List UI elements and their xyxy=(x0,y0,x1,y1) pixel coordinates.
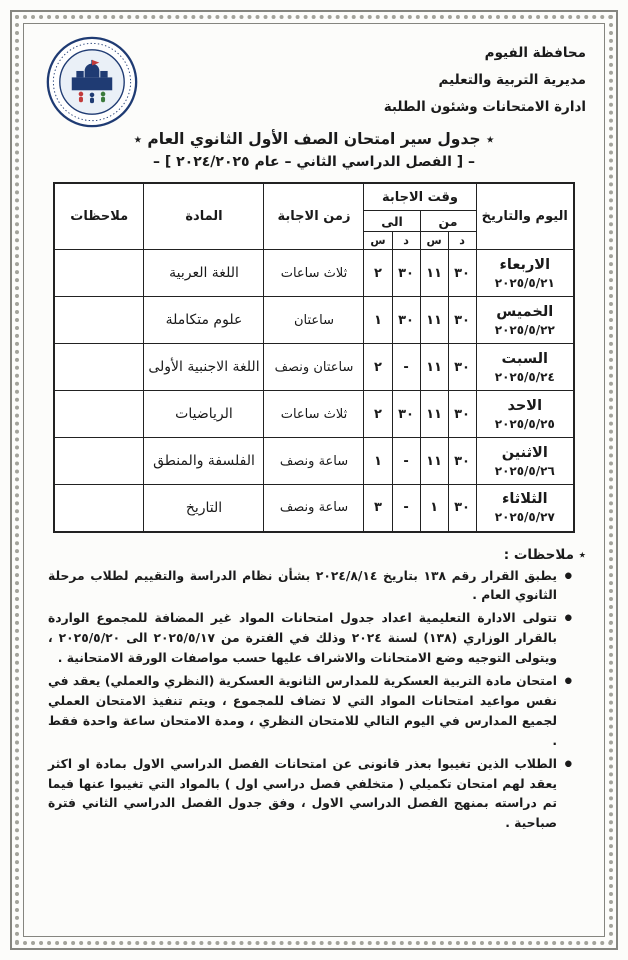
exam-row xyxy=(54,391,574,438)
day-date: ٢٠٢٥/٥/٢١ xyxy=(494,275,555,290)
row-notes-cell xyxy=(54,250,144,297)
subject-cell: اللغة العربية xyxy=(144,250,264,297)
to-hour-cell: ١ xyxy=(364,297,392,344)
column-header-from-hour: س xyxy=(420,232,448,250)
from-minute-cell: ٣٠ xyxy=(448,297,476,344)
day-date: ٢٠٢٥/٥/٢٧ xyxy=(494,510,555,525)
column-header-to-minute: د xyxy=(392,232,420,250)
to-minute-cell: - xyxy=(392,344,420,391)
subject-cell: الفلسفة والمنطق xyxy=(144,438,264,485)
day-date-cell xyxy=(476,250,574,297)
day-name: الثلاثاء xyxy=(501,491,548,508)
governorate-name: محافظة الفيوم xyxy=(484,45,586,61)
day-date-cell xyxy=(476,438,574,485)
note-item: ● يطبق القرار رقم ١٣٨ بتاريخ ٢٠٢٤/٨/١٤ بشأن نظام الدراسة والتقييم لطلاب مرحلة الثانوي العام . xyxy=(48,567,572,607)
column-header-answer-time: وقت الاجابة xyxy=(364,183,476,211)
to-minute-cell: - xyxy=(392,485,420,532)
letterhead-text xyxy=(384,36,586,121)
notes-title: ٭ ملاحظات : xyxy=(503,546,586,563)
note-item: ● الطلاب الذين تغيبوا بعذر قانونى عن امتحانات الفصل الدراسي الاول بمادة او اكثر يعقد لهم امتحان تكميلي ( متخلفي فصل دراسي اول ) بالمواد التي تغيبوا عنها فيما تم دراسته بمنهج الفصل الدراسي الاول ، وفق جدول الفصل الدراسي الثاني فترة صباحية . xyxy=(48,755,572,835)
day-date-cell xyxy=(476,485,574,532)
column-header-duration: زمن الاجابة xyxy=(264,183,364,250)
subject-cell: الرياضيات xyxy=(144,391,264,438)
exam-row xyxy=(54,344,574,391)
from-hour-cell: ١١ xyxy=(420,250,448,297)
from-minute-cell: ٣٠ xyxy=(448,485,476,532)
from-minute-cell: ٣٠ xyxy=(448,344,476,391)
row-notes-cell xyxy=(54,438,144,485)
day-name: الاربعاء xyxy=(499,256,551,273)
title-block xyxy=(38,130,590,170)
from-hour-cell: ١١ xyxy=(420,438,448,485)
row-notes-cell xyxy=(54,297,144,344)
duration-cell: ساعتان ونصف xyxy=(264,344,364,391)
subject-cell: اللغة الاجنبية الأولى xyxy=(144,344,264,391)
day-name: الخميس xyxy=(496,303,554,320)
to-hour-cell: ١ xyxy=(364,438,392,485)
to-minute-cell: ٣٠ xyxy=(392,391,420,438)
from-hour-cell: ١١ xyxy=(420,344,448,391)
document-subtitle: – [ الفصل الدراسي الثاني – عام ٢٠٢٤/٢٠٢٥ ] – xyxy=(152,154,476,170)
column-header-subject: المادة xyxy=(144,183,264,250)
day-date: ٢٠٢٥/٥/٢٦ xyxy=(494,463,555,478)
from-minute-cell: ٣٠ xyxy=(448,250,476,297)
directorate-name: مديرية التربية والتعليم xyxy=(438,72,586,88)
row-notes-cell xyxy=(54,485,144,532)
row-notes-cell xyxy=(54,344,144,391)
day-name: السبت xyxy=(501,350,548,367)
document-content xyxy=(38,30,590,930)
notes-list xyxy=(48,567,572,835)
exam-table-body xyxy=(54,250,574,532)
column-header-to-hour: س xyxy=(364,232,392,250)
day-date-cell xyxy=(476,391,574,438)
from-hour-cell: ١١ xyxy=(420,391,448,438)
subject-cell: علوم متكاملة xyxy=(144,297,264,344)
exam-row xyxy=(54,297,574,344)
day-date: ٢٠٢٥/٥/٢٢ xyxy=(494,322,555,337)
column-header-from: من xyxy=(420,211,476,232)
exam-row xyxy=(54,485,574,532)
day-date: ٢٠٢٥/٥/٢٤ xyxy=(494,369,555,384)
duration-cell: ساعة ونصف xyxy=(264,438,364,485)
duration-cell: ثلاث ساعات xyxy=(264,250,364,297)
to-minute-cell: - xyxy=(392,438,420,485)
notes-section xyxy=(48,547,586,835)
day-date-cell xyxy=(476,297,574,344)
exam-row xyxy=(54,250,574,297)
to-hour-cell: ٢ xyxy=(364,250,392,297)
row-notes-cell xyxy=(54,391,144,438)
column-header-to: الى xyxy=(364,211,420,232)
day-date: ٢٠٢٥/٥/٢٥ xyxy=(494,416,555,431)
duration-cell: ساعة ونصف xyxy=(264,485,364,532)
to-hour-cell: ٣ xyxy=(364,485,392,532)
from-hour-cell: ١١ xyxy=(420,297,448,344)
document-title: ٭ جدول سير امتحان الصف الأول الثانوي العام ٭ xyxy=(133,130,495,148)
directorate-seal-icon xyxy=(46,36,138,128)
to-minute-cell: ٣٠ xyxy=(392,297,420,344)
duration-cell: ساعتان xyxy=(264,297,364,344)
from-hour-cell: ١ xyxy=(420,485,448,532)
day-name: الاثنين xyxy=(501,444,548,461)
subject-cell: التاريخ xyxy=(144,485,264,532)
column-header-from-minute: د xyxy=(448,232,476,250)
column-header-notes: ملاحظات xyxy=(54,183,144,250)
note-item: ● امتحان مادة التربية العسكرية للمدارس الثانوية العسكرية (النظري والعملي) يعقد في نفس مواعيد امتحانات المواد التي لا تضاف للمجموع ، ويتم تنفيذ الامتحان العملي لجميع المدارس في اليوم التالي للامتحان النظري ، ومدة الامتحان ساعة واحدة فقط . xyxy=(48,672,572,752)
note-item: ● تتولى الادارة التعليمية اعداد جدول امتحانات المواد غير المضافة للمجموع الواردة بالقرار الوزاري (١٣٨) لسنة ٢٠٢٤ وذلك في الفترة من ٢٠٢٥/٥/١٧ الى ٢٠٢٥/٥/٢٠ ، ويتولى التوجيه وضع الامتحانات والاشراف عليها حسب مواصفات الورقة الامتحانية . xyxy=(48,609,572,669)
exam-schedule-table xyxy=(53,182,575,533)
letterhead xyxy=(38,30,590,128)
exam-row xyxy=(54,438,574,485)
column-header-day: اليوم والتاريخ xyxy=(476,183,574,250)
day-date-cell xyxy=(476,344,574,391)
to-minute-cell: ٣٠ xyxy=(392,250,420,297)
to-hour-cell: ٢ xyxy=(364,344,392,391)
duration-cell: ثلاث ساعات xyxy=(264,391,364,438)
from-minute-cell: ٣٠ xyxy=(448,391,476,438)
to-hour-cell: ٢ xyxy=(364,391,392,438)
department-name: ادارة الامتحانات وشئون الطلبة xyxy=(383,99,586,115)
from-minute-cell: ٣٠ xyxy=(448,438,476,485)
day-name: الاحد xyxy=(507,397,543,414)
